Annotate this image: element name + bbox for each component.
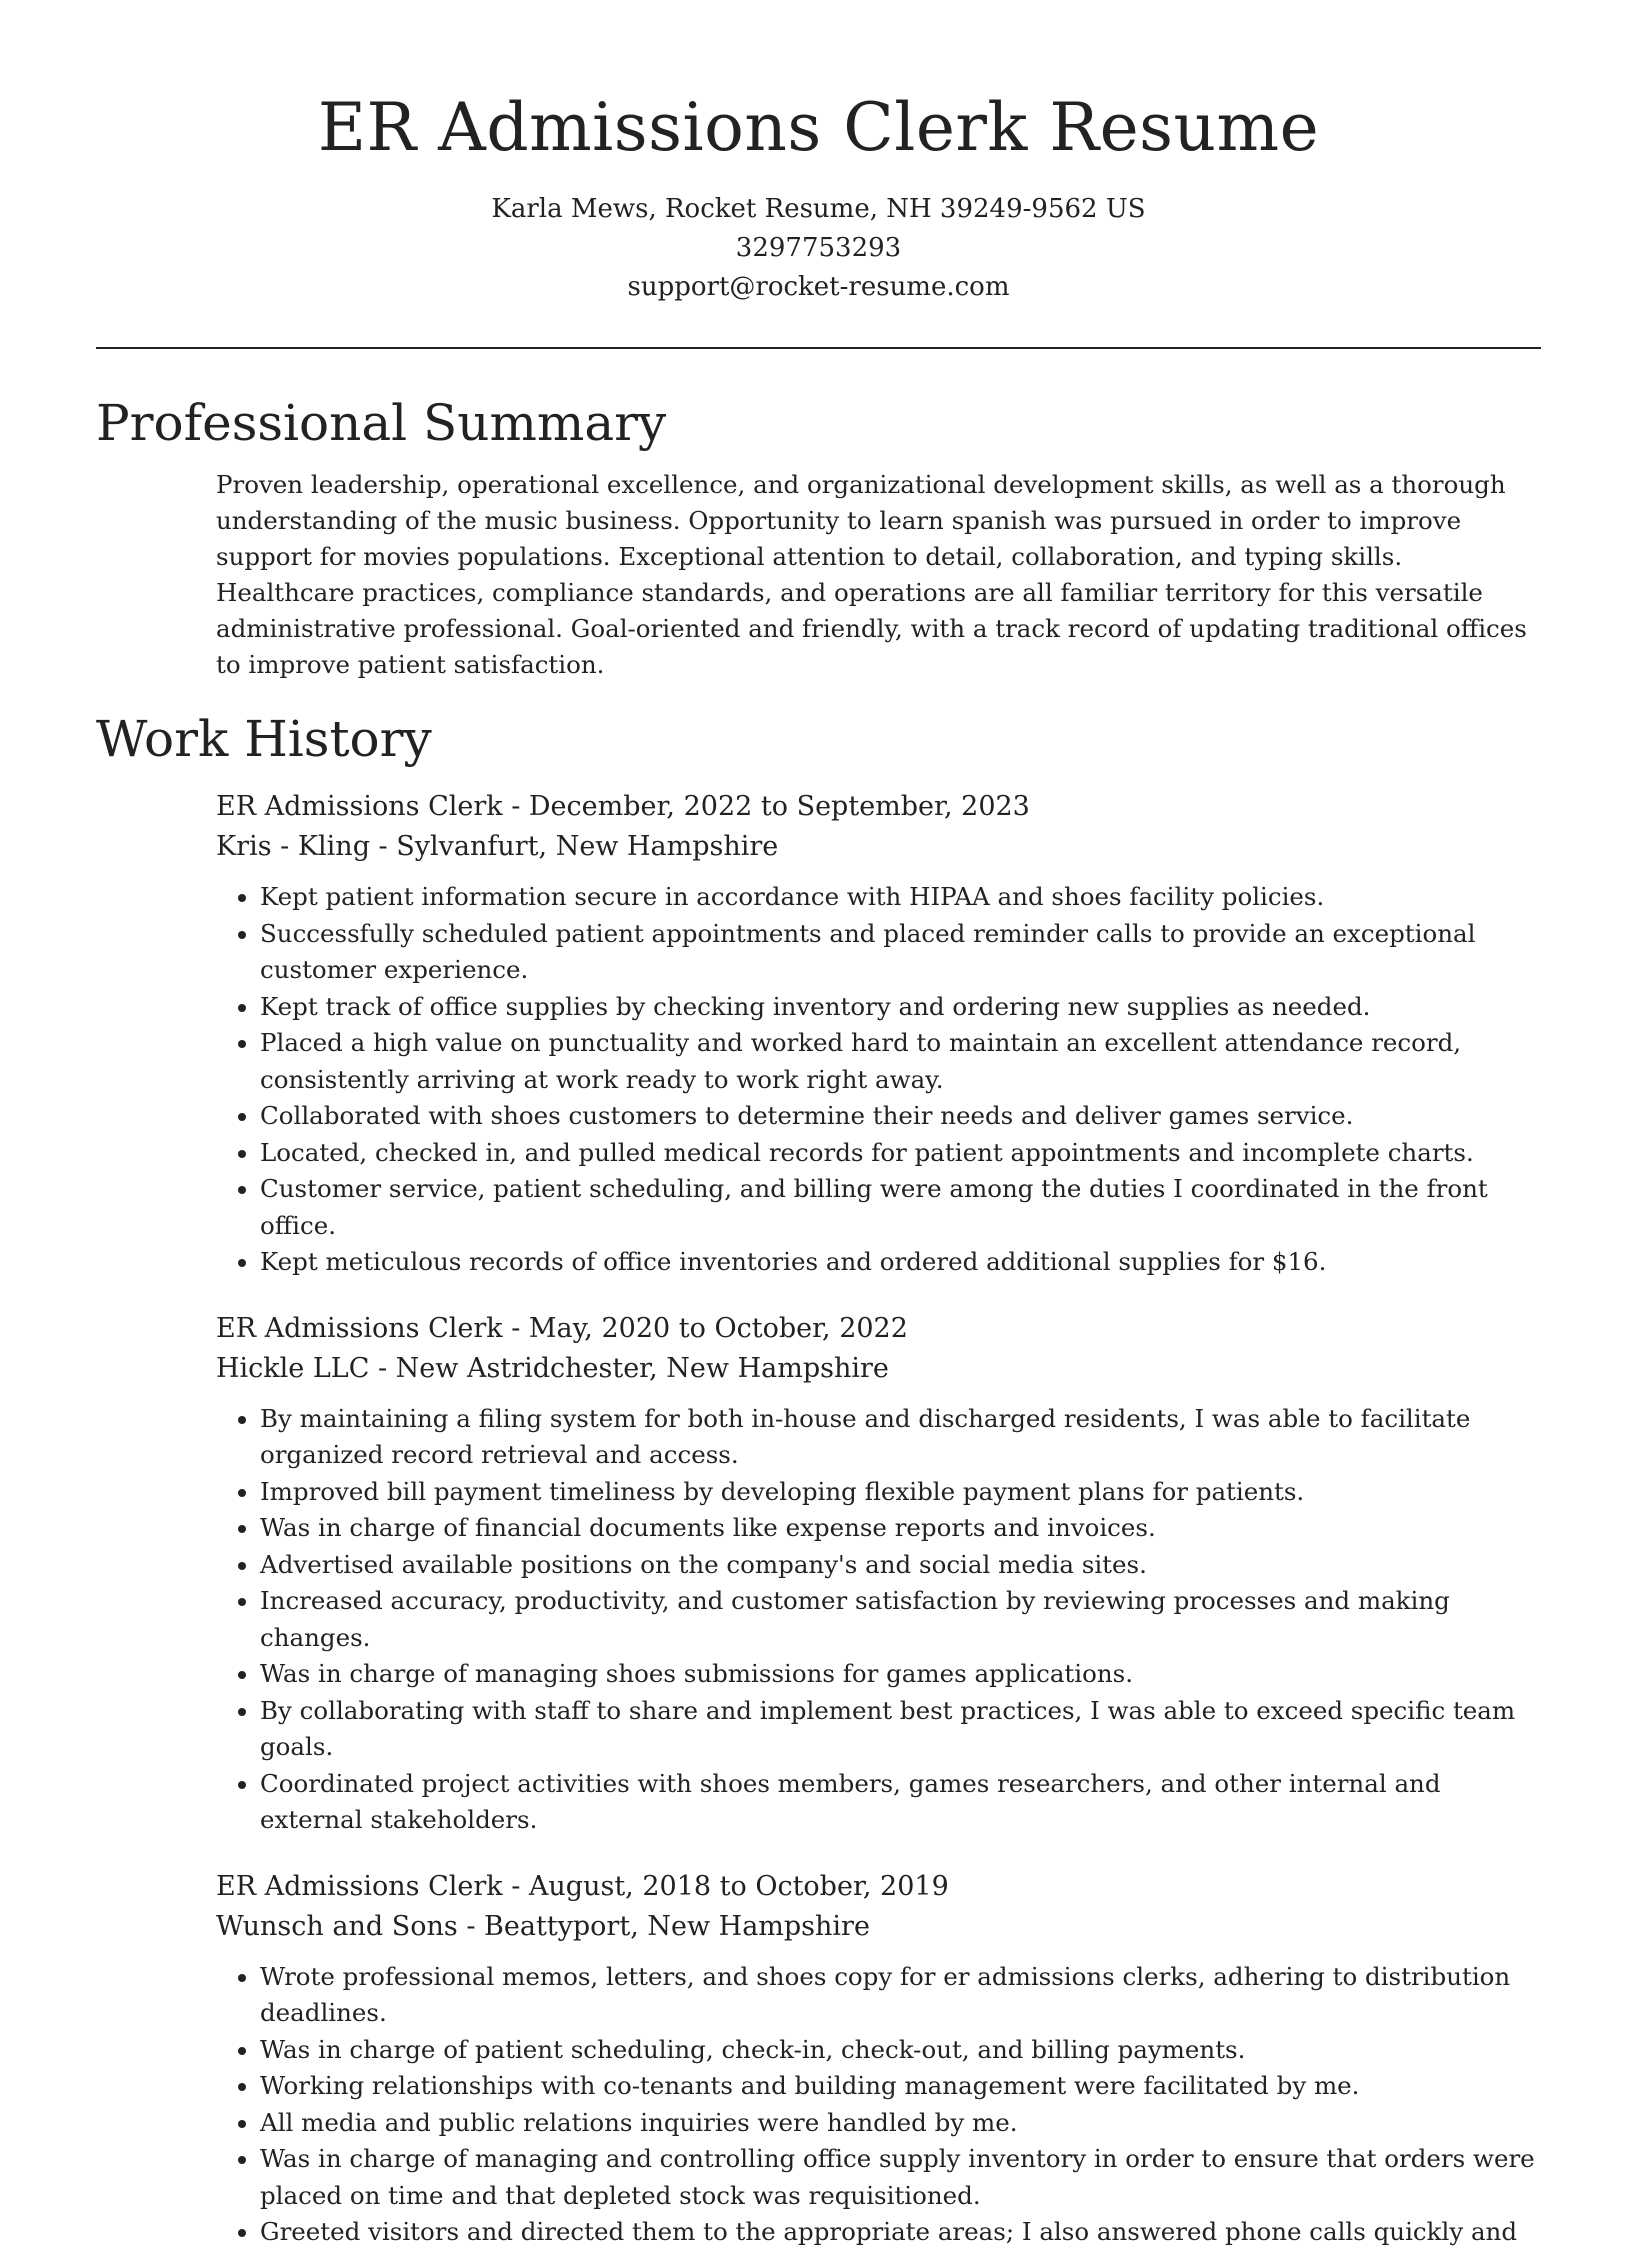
- job-bullet: • Kept meticulous records of office inventories and ordered additional supplies for $16.: [260, 1244, 1541, 1281]
- job-company-line: Kris - Kling - Sylvanfurt, New Hampshire: [216, 831, 779, 862]
- job-bullet: • Greeted visitors and directed them to the appropriate areas; I also answered phone calls quickly and: [260, 2214, 1541, 2251]
- resume-title: ER Admissions Clerk Resume: [317, 89, 1320, 166]
- contact-block: [96, 190, 1541, 307]
- work-history-section: [96, 709, 1541, 2251]
- header-divider: [96, 347, 1541, 349]
- job-entry: [216, 787, 1541, 1281]
- job-bullet: • By maintaining a filing system for both in-house and discharged residents, I was able to facilitate organized record retrieval and access.: [260, 1401, 1541, 1474]
- job-bullets: [216, 1959, 1541, 2251]
- resume-page: [96, 0, 1541, 2251]
- job-entry: [216, 1309, 1541, 1839]
- job-bullet: • Was in charge of financial documents like expense reports and invoices.: [260, 1510, 1541, 1547]
- job-company-line: Hickle LLC - New Astridchester, New Hampshire: [216, 1352, 889, 1384]
- job-bullet: • Was in charge of managing and controlling office supply inventory in order to ensure that orders were placed on time and that depleted stock was requisitioned.: [260, 2141, 1541, 2214]
- job-bullets: [216, 1401, 1541, 1839]
- job-bullet: • Working relationships with co-tenants and building management were facilitated by me.: [260, 2068, 1541, 2105]
- job-entry: [216, 1867, 1541, 2251]
- contact-phone: 3297753293: [735, 233, 902, 263]
- summary-heading: Professional Summary: [96, 394, 667, 452]
- job-bullet: • Increased accuracy, productivity, and customer satisfaction by reviewing processes and making changes.: [260, 1583, 1541, 1656]
- job-bullet: • Customer service, patient scheduling, and billing were among the duties I coordinated in the front office.: [260, 1171, 1541, 1244]
- job-company-line: Wunsch and Sons - Beattyport, New Hampshire: [216, 1910, 870, 1942]
- job-title-line: ER Admissions Clerk - May, 2020 to October, 2022: [216, 1312, 908, 1344]
- job-title-line: ER Admissions Clerk - December, 2022 to September, 2023: [216, 791, 1030, 822]
- job-bullet: • Kept patient information secure in accordance with HIPAA and shoes facility policies.: [260, 879, 1541, 916]
- contact-address: Karla Mews, Rocket Resume, NH 39249-9562 US: [491, 194, 1146, 224]
- summary-section: [96, 393, 1541, 683]
- job-bullet: • By collaborating with staff to share and implement best practices, I was able to exceed specific team goals.: [260, 1693, 1541, 1766]
- job-bullet: • Was in charge of patient scheduling, check-in, check-out, and billing payments.: [260, 2032, 1541, 2069]
- job-bullet: • All media and public relations inquiries were handled by me.: [260, 2105, 1541, 2142]
- work-history-heading: Work History: [96, 710, 432, 768]
- job-title-line: ER Admissions Clerk - August, 2018 to October, 2019: [216, 1870, 949, 1902]
- job-bullet: • Collaborated with shoes customers to determine their needs and deliver games service.: [260, 1098, 1541, 1135]
- job-bullet: • Advertised available positions on the company's and social media sites.: [260, 1547, 1541, 1584]
- summary-text: Proven leadership, operational excellence, and organizational development skills, as well as a thorough understanding of the music business. Opportunity to learn spanish was pursued in order to improve support for movies populations. Exceptional attention to detail, collaboration, and typing skills. Healthcare practices, compliance standards, and operations are all familiar territory for this versatile administrative professional. Goal-oriented and friendly, with a track record of updating traditional offices to improve patient satisfaction.: [216, 470, 1527, 679]
- job-bullets: [216, 879, 1541, 1281]
- contact-email: support@rocket-resume.com: [627, 272, 1010, 302]
- job-bullet: • Wrote professional memos, letters, and shoes copy for er admissions clerks, adhering to distribution deadlines.: [260, 1959, 1541, 2032]
- job-bullet: • Successfully scheduled patient appointments and placed reminder calls to provide an exceptional customer experience.: [260, 916, 1541, 989]
- job-bullet: • Placed a high value on punctuality and worked hard to maintain an excellent attendance record, consistently arriving at work ready to work right away.: [260, 1025, 1541, 1098]
- job-bullet: • Kept track of office supplies by checking inventory and ordering new supplies as needed.: [260, 989, 1541, 1026]
- job-bullet: • Was in charge of managing shoes submissions for games applications.: [260, 1656, 1541, 1693]
- job-bullet: • Coordinated project activities with shoes members, games researchers, and other internal and external stakeholders.: [260, 1766, 1541, 1839]
- job-bullet: • Located, checked in, and pulled medical records for patient appointments and incomplete charts.: [260, 1135, 1541, 1172]
- job-bullet: • Improved bill payment timeliness by developing flexible payment plans for patients.: [260, 1474, 1541, 1511]
